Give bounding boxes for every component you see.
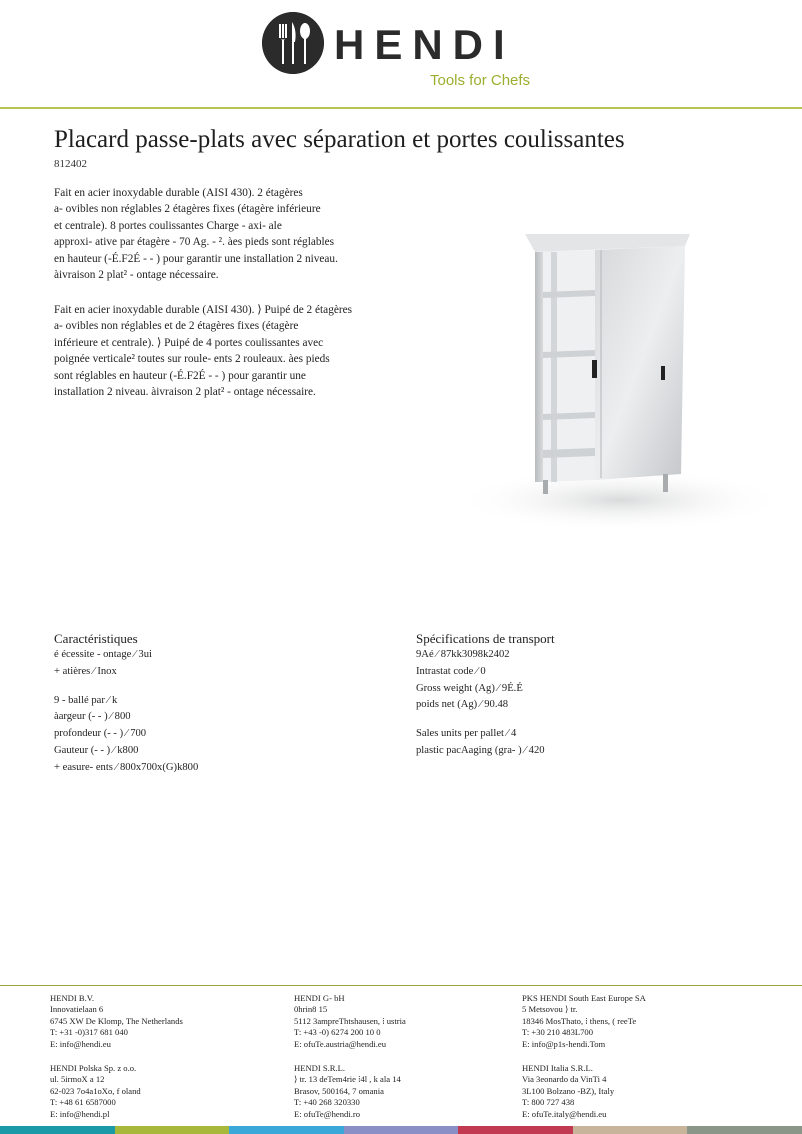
color-bar-segment — [458, 1126, 573, 1134]
header-divider — [0, 107, 802, 109]
office-line: ⟩ tr. 13 deTem4rie ⁞4l , k ala 14 — [294, 1074, 401, 1085]
spec-row: poids net (Ag) ⁄ 90.48 — [416, 699, 509, 711]
footer-column-1 — [50, 993, 183, 1120]
office-address — [50, 1063, 183, 1120]
transport-list — [416, 647, 545, 760]
office-name: HENDI S.R.L. — [294, 1063, 346, 1074]
description-line: installation 2 niveau. àivraison 2 plat² - ontage nécessaire. — [54, 386, 316, 399]
description-paragraph-1 — [54, 185, 384, 283]
description-line: a- ovibles non réglables et de 2 étagères fixes (étagère — [54, 320, 299, 333]
color-bar-segment — [687, 1126, 802, 1134]
footer-column-3 — [522, 993, 646, 1120]
footer-column-2 — [294, 993, 406, 1120]
spec-row: profondeur (- - ) ⁄ 700 — [54, 728, 147, 740]
spec-row: 9Aé ⁄ 87kk3098k2402 — [416, 649, 510, 660]
description-line: sont réglables en hauteur (-É.F2É - - ) pour garantir une — [54, 369, 306, 382]
spec-row: Gauteur (- - ) ⁄ k800 — [54, 744, 139, 756]
office-line: 5112 3ampreThtshausen, ⁞ ustria — [294, 1015, 406, 1026]
office-name: HENDI B.V. — [50, 993, 95, 1003]
color-bar-segment — [0, 1126, 115, 1134]
product-image — [455, 222, 785, 532]
office-address — [522, 1063, 646, 1120]
office-line: 3L100 Bolzano -BZ), Italy — [522, 1085, 615, 1096]
office-line: 62-023 7o4a1oXo, f oland — [50, 1085, 141, 1096]
color-bar-segment — [573, 1126, 688, 1134]
office-phone: T: +40 268 320330 — [294, 1097, 360, 1108]
spec-row: Intrastat code ⁄ 0 — [416, 665, 486, 677]
office-address — [522, 993, 646, 1050]
product-sku: 812402 — [54, 158, 87, 170]
office-phone: T: +30 210 483L700 — [522, 1027, 594, 1038]
description-line: et centrale). 8 portes coulissantes Charge - axi- ale — [54, 219, 282, 232]
description-paragraph-2 — [54, 302, 384, 400]
office-line: Brasov, 500164, 7 omania — [294, 1085, 384, 1096]
footer-divider — [0, 985, 802, 986]
office-name: HENDI Italia S.R.L. — [522, 1063, 593, 1074]
office-line: 6745 XW De Klomp, The Netherlands — [50, 1015, 183, 1026]
spec-row: + atières ⁄ Inox — [54, 665, 117, 677]
spec-row: + easure- ents ⁄ 800x700x(G)k800 — [54, 761, 199, 773]
office-name: HENDI Polska Sp. z o.o. — [50, 1063, 137, 1074]
color-bar-segment — [115, 1126, 230, 1134]
brand-tagline: Tools for Chefs — [430, 72, 531, 89]
description-line: Fait en acier inoxydable durable (AISI 430). ⟩ Puipé de 2 étagères — [54, 304, 353, 316]
office-phone: T: +43 -0) 6274 200 10 0 — [294, 1027, 381, 1038]
characteristics-title: Caractéristiques — [54, 631, 138, 646]
description-line: approxi- ative par étagère - 70 Ag. - ². àes pieds sont réglables — [54, 236, 335, 249]
office-address — [294, 993, 406, 1050]
page-title: Placard passe-plats avec séparation et portes coulissantes — [54, 126, 625, 153]
office-line: 5 Metsovou ⟩ tr. — [522, 1004, 578, 1015]
office-line: 18346 MosThato, ⁞ thens, ( reeTe — [522, 1015, 637, 1026]
office-email[interactable]: E: info@hendi.pl — [50, 1108, 110, 1119]
office-line: 0hrin8 15 — [294, 1004, 328, 1015]
page-header — [0, 0, 802, 110]
spec-row: 9 - ballé par ⁄ k — [54, 694, 118, 706]
description-line: poignée verticale² toutes sur roule- ents 2 rouleaux. àes pieds — [54, 353, 330, 366]
office-phone: T: 800 727 438 — [522, 1097, 575, 1108]
spec-row: Sales units per pallet ⁄ 4 — [416, 728, 517, 740]
hendi-logo-icon — [262, 12, 324, 74]
office-name: PKS HENDI South East Europe SA — [522, 993, 646, 1003]
transport-title: Spécifications de transport — [416, 631, 555, 646]
description-line: inférieure et centrale). ⟩ Puipé de 4 portes coulissantes avec — [54, 336, 324, 349]
spec-row: é écessite - ontage ⁄ 3ui — [54, 649, 152, 660]
office-phone: T: +31 -0)317 681 040 — [50, 1027, 128, 1038]
spec-row: Gross weight (Ag) ⁄ 9É.É — [416, 682, 523, 694]
description-line: a- ovibles non réglables 2 étagères fixes (étagère inférieure — [54, 203, 321, 216]
color-bar-segment — [229, 1126, 344, 1134]
office-phone: T: +48 61 6587000 — [50, 1097, 116, 1108]
office-address — [50, 993, 183, 1050]
office-email[interactable]: E: info@hendi.eu — [50, 1038, 111, 1049]
brand-color-bar — [0, 1126, 802, 1134]
description-line: Fait en acier inoxydable durable (AISI 430). 2 étagères — [54, 187, 303, 199]
office-email[interactable]: E: info@p1s-hendi.Tom — [522, 1038, 606, 1049]
office-line: Innovatielaan 6 — [50, 1004, 104, 1015]
office-email[interactable]: E: ofuTe.italy@hendi.eu — [522, 1108, 607, 1119]
spec-row: plastic pacAaging (gra- ) ⁄ 420 — [416, 744, 545, 756]
office-email[interactable]: E: ofuTe.austria@hendi.eu — [294, 1038, 387, 1049]
office-address — [294, 1063, 406, 1120]
brand-name: HENDI — [334, 21, 515, 68]
description-line: en hauteur (-É.F2É - - ) pour garantir une installation 2 niveau. — [54, 252, 338, 265]
characteristics-list — [54, 647, 198, 777]
spec-row: àargeur (- - ) ⁄ 800 — [54, 711, 131, 723]
office-name: HENDI G- bH — [294, 993, 345, 1003]
description-line: àivraison 2 plat² - ontage nécessaire. — [54, 269, 219, 282]
office-email[interactable]: E: ofuTe@hendi.ro — [294, 1108, 361, 1119]
office-line: ul. 5irmoX a 12 — [50, 1074, 105, 1085]
office-line: Via 3eonardo da VinTi 4 — [522, 1074, 607, 1085]
color-bar-segment — [344, 1126, 459, 1134]
